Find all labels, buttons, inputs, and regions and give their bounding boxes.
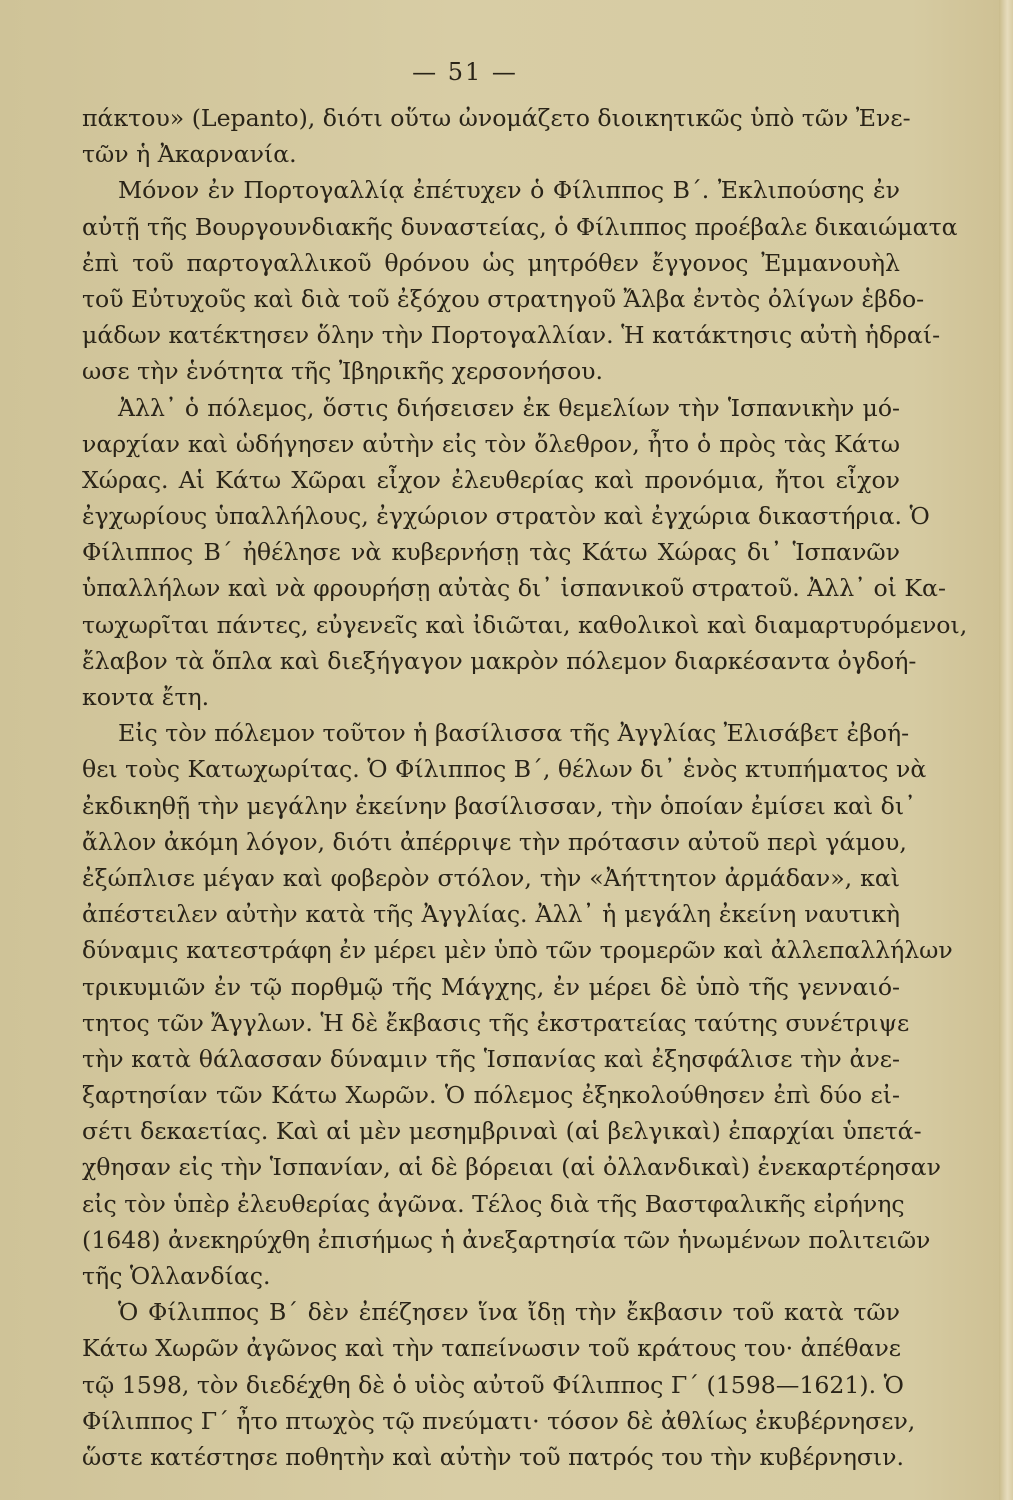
text-line: ἐπὶ τοῦ παρτογαλλικοῦ θρόνου ὡς μητρόθεν ἔγγονος Ἐμμανουὴλ	[82, 248, 900, 277]
body-text	[82, 100, 968, 1475]
text-line: ὥστε κατέστησε ποθητὴν καὶ αὐτὴν τοῦ πατρός του τὴν κυβέρνησιν.	[82, 1442, 905, 1471]
text-line: τοῦ Εὐτυχοῦς καὶ διὰ τοῦ ἐξόχου στρατηγοῦ Ἄλβα ἐντὸς ὀλίγων ἑβδο-	[82, 284, 925, 313]
text-line: ἐξώπλισε μέγαν καὶ φοβερὸν στόλον, τὴν «Ἀήττητον ἀρμάδαν», καὶ	[82, 863, 900, 892]
text-line: τὴν κατὰ θάλασσαν δύναμιν τῆς Ἱσπανίας καὶ ἐξησφάλισε τὴν ἀνε-	[82, 1044, 900, 1073]
text-line: μάδων κατέκτησεν ὅλην τὴν Πορτογαλλίαν. Ἡ κατάκτησις αὐτὴ ἡδραί-	[82, 321, 941, 350]
text-line: ἔλαβον τὰ ὅπλα καὶ διεξήγαγον μακρὸν πόλεμον διαρκέσαντα ὀγδοή-	[82, 646, 917, 675]
text-line: Εἰς τὸν πόλεμον τοῦτον ἡ βασίλισσα τῆς Ἀγγλίας Ἐλισάβετ ἐβοή-	[118, 719, 910, 748]
text-line: τῆς Ὁλλανδίας.	[82, 1262, 271, 1290]
page-number: — 51 —	[412, 58, 518, 86]
text-line: ὑπαλλήλων καὶ νὰ φρουρήσῃ αὐτὰς δι᾿ ἱσπανικοῦ στρατοῦ. Ἀλλ᾿ οἱ Κα-	[82, 574, 946, 603]
text-line: ναρχίαν καὶ ὡδήγησεν αὐτὴν εἰς τὸν ὄλεθρον, ἦτο ὁ πρὸς τὰς Κάτω	[82, 429, 900, 458]
text-line: Μόνον ἐν Πορτογαλλίᾳ ἐπέτυχεν ὁ Φίλιππος Β΄. Ἐκλιπούσης ἐν	[118, 176, 900, 205]
text-line: σέτι δεκαετίας. Καὶ αἱ μὲν μεσημβριναὶ (αἱ βελγικαὶ) ἐπαρχίαι ὑπετά-	[82, 1117, 922, 1146]
text-line: ἐγχωρίους ὑπαλλήλους, ἐγχώριον στρατὸν καὶ ἐγχώρια δικαστήρια. Ὁ	[82, 502, 930, 531]
text-line: κοντα ἔτη.	[82, 683, 210, 711]
page-edge	[999, 0, 1013, 1500]
text-line: Κάτω Χωρῶν ἀγῶνος καὶ τὴν ταπείνωσιν τοῦ κράτους του· ἀπέθανε	[82, 1334, 902, 1363]
text-line: χθησαν εἰς τὴν Ἱσπανίαν, αἱ δὲ βόρειαι (αἱ ὀλλανδικαὶ) ἐνεκαρτέρησαν	[82, 1153, 941, 1182]
text-line: ἄλλον ἀκόμη λόγον, διότι ἀπέρριψε τὴν πρότασιν αὐτοῦ περὶ γάμου,	[82, 827, 907, 856]
text-line: τωχωρῖται πάντες, εὐγενεῖς καὶ ἰδιῶται, καθολικοὶ καὶ διαμαρτυρόμενοι,	[82, 610, 968, 639]
text-line: ἐκδικηθῇ τὴν μεγάλην ἐκείνην βασίλισσαν, τὴν ὁποίαν ἐμίσει καὶ δι᾿	[82, 791, 916, 820]
text-line: (1648) ἀνεκηρύχθη ἐπισήμως ἡ ἀνεξαρτησία τῶν ἡνωμένων πολιτειῶν	[82, 1225, 931, 1254]
text-line: ωσε τὴν ἑνότητα τῆς Ἰβηρικῆς χερσονήσου.	[82, 357, 603, 386]
text-line: τρικυμιῶν ἐν τῷ πορθμῷ τῆς Μάγχης, ἐν μέρει δὲ ὑπὸ τῆς γενναιό-	[82, 972, 900, 1001]
text-line: ξαρτησίαν τῶν Κάτω Χωρῶν. Ὁ πόλεμος ἐξηκολούθησεν ἐπὶ δύο εἰ-	[82, 1081, 900, 1110]
text-line: τῷ 1598, τὸν διεδέχθη δὲ ὁ υἱὸς αὐτοῦ Φίλιππος Γ΄ (1598—1621). Ὁ	[82, 1370, 904, 1399]
text-line: πάκτου» (Lepanto), διότι οὕτω ὠνομάζετο διοικητικῶς ὑπὸ τῶν Ἐνε-	[82, 104, 911, 132]
text-line: Χώρας. Αἱ Κάτω Χῶραι εἶχον ἐλευθερίας καὶ προνόμια, ἤτοι εἶχον	[82, 465, 900, 494]
text-line: Ἀλλ᾿ ὁ πόλεμος, ὅστις διήσεισεν ἐκ θεμελίων τὴν Ἱσπανικὴν μό-	[118, 393, 900, 422]
text-line: δύναμις κατεστράφη ἐν μέρει μὲν ὑπὸ τῶν τρομερῶν καὶ ἀλλεπαλλήλων	[82, 936, 953, 965]
text-line: τητος τῶν Ἄγγλων. Ἡ δὲ ἔκβασις τῆς ἐκστρατείας ταύτης συνέτριψε	[82, 1008, 910, 1037]
text-line: εἰς τὸν ὑπὲρ ἐλευθερίας ἀγῶνα. Τέλος διὰ τῆς Βαστφαλικῆς εἰρήνης	[82, 1189, 905, 1218]
text-line: τῶν ἡ Ἀκαρνανία.	[82, 140, 297, 169]
text-line: Φίλιππος Γ΄ ἦτο πτωχὸς τῷ πνεύματι· τόσον δὲ ἀθλίως ἐκυβέρνησεν,	[82, 1406, 916, 1435]
text-line: θει τοὺς Κατωχωρίτας. Ὁ Φίλιππος Β΄, θέλων δι᾿ ἑνὸς κτυπήματος νὰ	[82, 755, 927, 784]
text-line: αὐτῇ τῆς Βουργουνδιακῆς δυναστείας, ὁ Φίλιππος προέβαλε δικαιώματα	[82, 212, 958, 241]
text-line: Ὁ Φίλιππος Β΄ δὲν ἐπέζησεν ἵνα ἴδῃ τὴν ἔκβασιν τοῦ κατὰ τῶν	[118, 1298, 900, 1327]
text-line: ἀπέστειλεν αὐτὴν κατὰ τῆς Ἀγγλίας. Ἀλλ᾿ ἡ μεγάλη ἐκείνη ναυτικὴ	[82, 900, 900, 929]
text-line: Φίλιππος Β΄ ἠθέλησε νὰ κυβερνήσῃ τὰς Κάτω Χώρας δι᾿ Ἱσπανῶν	[82, 538, 900, 567]
